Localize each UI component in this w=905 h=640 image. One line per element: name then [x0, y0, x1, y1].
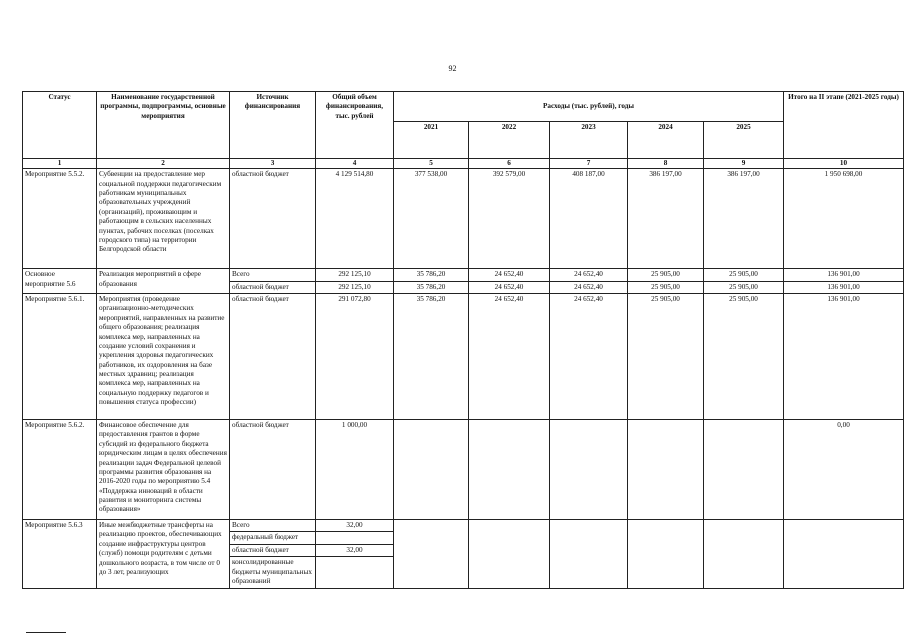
row-name: Мероприятия (проведение организационно-методических мероприятий, направленных на развитие общего образования; реализация комплекса мер, направленных на создание условий сохранения и укрепления здоровья педагогических работников, их оздоровления на базе местных здравниц; реализация комплекса мер, направленных на социальную поддержку педагогов и повышения статуса профессии)	[97, 294, 230, 420]
row-2023: 24 652,40	[550, 294, 628, 420]
row-2025	[704, 420, 784, 520]
row-total: 292 125,10	[316, 269, 394, 281]
column-number: 9	[704, 159, 784, 169]
row-2021	[394, 520, 469, 589]
column-number: 7	[550, 159, 628, 169]
page-number: 92	[448, 64, 457, 73]
table-row	[23, 520, 904, 532]
row-source: областной бюджет	[230, 420, 316, 520]
column-number: 4	[316, 159, 394, 169]
row-2024	[628, 420, 704, 520]
row-source: областной бюджет	[230, 281, 316, 293]
row-2022: 24 652,40	[469, 269, 550, 281]
row-2023: 24 652,40	[550, 269, 628, 281]
row-2025	[704, 520, 784, 589]
row-2024: 386 197,00	[628, 169, 704, 269]
row-source: консолидированные бюджеты муниципальных образований	[230, 557, 316, 589]
row-stage-total: 0,00	[784, 420, 904, 520]
row-2022	[469, 420, 550, 520]
row-2021: 35 786,20	[394, 269, 469, 281]
row-2023	[550, 520, 628, 589]
row-source: областной бюджет	[230, 544, 316, 556]
table-row	[23, 420, 904, 520]
row-status: Мероприятие 5.6.1.	[23, 294, 97, 420]
row-2025: 25 905,00	[704, 281, 784, 293]
row-total: 32,00	[316, 544, 394, 556]
row-2025: 25 905,00	[704, 269, 784, 281]
header-year: 2024	[628, 122, 704, 159]
row-stage-total: 1 950 698,00	[784, 169, 904, 269]
row-source: Всего	[230, 520, 316, 532]
row-2024: 25 905,00	[628, 294, 704, 420]
row-2023: 408 187,00	[550, 169, 628, 269]
header-expenses: Расходы (тыс. рублей), годы	[394, 92, 784, 122]
budget-table	[22, 91, 904, 589]
row-stage-total: 136 901,00	[784, 269, 904, 281]
row-name: Реализация мероприятий в сфере образования	[97, 269, 230, 294]
table-row	[23, 294, 904, 420]
row-total: 291 072,80	[316, 294, 394, 420]
row-name: Иные межбюджетные трансферты на реализацию проектов, обеспечивающих создание инфраструктуры центров (служб) помощи родителям с детьми дошкольного возраста, в том числе от 0 до 3 лет, реализующих	[97, 520, 230, 589]
row-name: Финансовое обеспечение для предоставления грантов в форме субсидий из федерального бюджета юридическим лицам в целях обеспечения реализации задач Федеральной целевой программы развития образования на 2016-2020 годы по мероприятию 5.4 «Поддержка инноваций в области развития и мониторинга системы образования»	[97, 420, 230, 520]
row-total: 292 125,10	[316, 281, 394, 293]
header-source: Источник финансирования	[230, 92, 316, 159]
row-2021: 377 538,00	[394, 169, 469, 269]
footnote-rule	[26, 632, 66, 633]
table-row	[23, 269, 904, 281]
row-status: Мероприятие 5.6.2.	[23, 420, 97, 520]
row-source: федеральный бюджет	[230, 532, 316, 544]
row-2025: 25 905,00	[704, 294, 784, 420]
header-year: 2021	[394, 122, 469, 159]
column-number: 8	[628, 159, 704, 169]
row-2022: 24 652,40	[469, 294, 550, 420]
row-2022: 24 652,40	[469, 281, 550, 293]
row-source: областной бюджет	[230, 294, 316, 420]
column-number: 3	[230, 159, 316, 169]
row-total	[316, 532, 394, 544]
header-year: 2022	[469, 122, 550, 159]
column-number: 1	[23, 159, 97, 169]
header-year: 2023	[550, 122, 628, 159]
row-2024: 25 905,00	[628, 269, 704, 281]
column-number: 6	[469, 159, 550, 169]
table-row	[23, 169, 904, 269]
row-total: 32,00	[316, 520, 394, 532]
row-source: областной бюджет	[230, 169, 316, 269]
row-stage-total: 136 901,00	[784, 281, 904, 293]
column-number: 2	[97, 159, 230, 169]
row-2023: 24 652,40	[550, 281, 628, 293]
column-number: 5	[394, 159, 469, 169]
row-2024	[628, 520, 704, 589]
header-name: Наименование государственной программы, подпрограммы, основные мероприятия	[97, 92, 230, 159]
row-2024: 25 905,00	[628, 281, 704, 293]
row-2022: 392 579,00	[469, 169, 550, 269]
row-status: Мероприятие 5.5.2.	[23, 169, 97, 269]
row-status: Мероприятие 5.6.3	[23, 520, 97, 589]
row-2023	[550, 420, 628, 520]
header-status: Статус	[23, 92, 97, 159]
row-2021: 35 786,20	[394, 294, 469, 420]
row-stage-total	[784, 520, 904, 589]
row-2021: 35 786,20	[394, 281, 469, 293]
row-total: 4 129 514,80	[316, 169, 394, 269]
row-total	[316, 557, 394, 589]
header-stage-total: Итого на II этапе (2021-2025 годы)	[784, 92, 904, 159]
header-year: 2025	[704, 122, 784, 159]
row-2021	[394, 420, 469, 520]
row-stage-total: 136 901,00	[784, 294, 904, 420]
header-total: Общий объем финансирования, тыс. рублей	[316, 92, 394, 159]
row-2022	[469, 520, 550, 589]
column-number: 10	[784, 159, 904, 169]
row-source: Всего	[230, 269, 316, 281]
row-name: Субвенции на предоставление мер социальной поддержки педагогическим работникам муниципальных образовательных учреждений (организаций), проживающим и работающим в сельских населенных пунктах, рабочих поселках (поселках городского типа) на территории Белгородской области	[97, 169, 230, 269]
row-status: Основное мероприятие 5.6	[23, 269, 97, 294]
row-total: 1 000,00	[316, 420, 394, 520]
row-2025: 386 197,00	[704, 169, 784, 269]
